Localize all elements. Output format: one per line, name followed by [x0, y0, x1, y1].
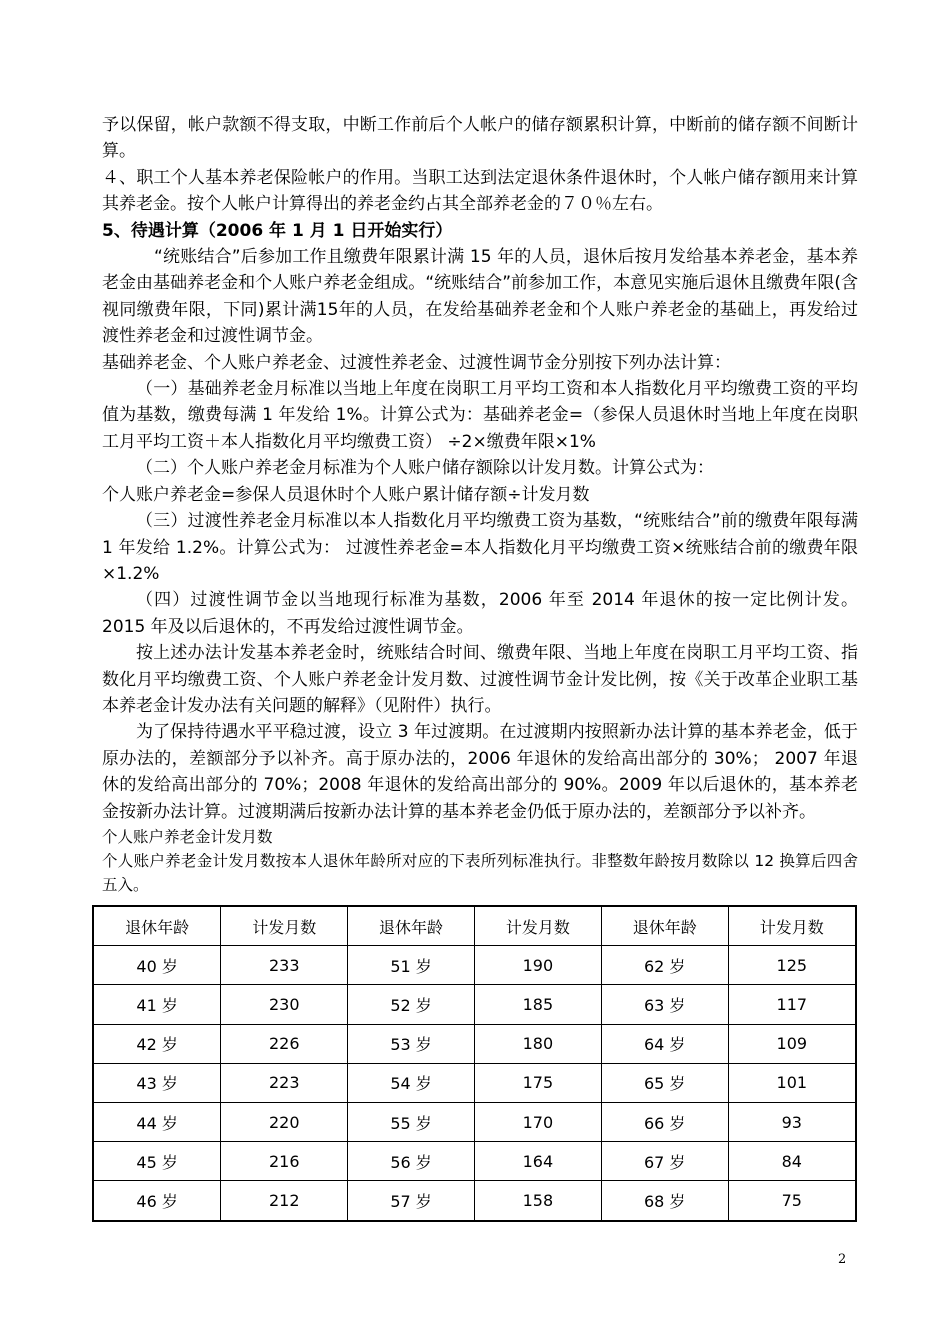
table-cell: 230 — [221, 985, 348, 1024]
table-row — [93, 1142, 856, 1181]
table-cell: 65 岁 — [601, 1063, 728, 1102]
table-cell: 53 岁 — [348, 1024, 475, 1063]
column-header-retirement-age: 退休年龄 — [93, 906, 221, 946]
table-row — [93, 1063, 856, 1102]
table-cell: 41 岁 — [93, 985, 221, 1024]
table-header-row — [93, 906, 856, 946]
table-cell: 109 — [728, 1024, 856, 1063]
table-cell: 117 — [728, 985, 856, 1024]
column-header-retirement-age: 退休年龄 — [601, 906, 728, 946]
formula-personal-account-pension: 个人账户养老金=参保人员退休时个人账户累计储存额÷计发月数 — [102, 484, 590, 505]
table-cell: 45 岁 — [93, 1142, 221, 1181]
column-header-payout-months: 计发月数 — [474, 906, 601, 946]
table-cell: 101 — [728, 1063, 856, 1102]
column-header-retirement-age: 退休年龄 — [348, 906, 475, 946]
table-cell: 158 — [474, 1181, 601, 1221]
table-cell: 64 岁 — [601, 1024, 728, 1063]
table-cell: 68 岁 — [601, 1181, 728, 1221]
paragraph-basic-pension: （一）基础养老金月标准以当地上年度在岗职工月平均工资和本人指数化月平均缴费工资的平均值为基数，缴费每满 1 年发给 1%。计算公式为：基础养老金=（参保人员退休时当地上年度在岗职工月平均工资＋本人指数化月平均缴费工资） ÷2×缴费年限×1% — [102, 379, 858, 452]
paragraph-transition-period: 为了保持待遇水平平稳过渡，设立 3 年过渡期。在过渡期内按照新办法计算的基本养老金，低于原办法的，差额部分予以补齐。高于原办法的，2006 年退休的发给高出部分的 30%； 2007 年退休的发给高出部分的 70%；2008 年退休的发给高出部分的 90%。2009 年以后退休的，基本养老金按新办法计算。过渡期满后按新办法计算的基本养老金仍低于原办法的，差额部分予以补齐。 — [102, 722, 858, 822]
table-cell: 164 — [474, 1142, 601, 1181]
table-cell: 233 — [221, 946, 348, 985]
table-cell: 226 — [221, 1024, 348, 1063]
paragraph-implementation-rules: 按上述办法计发基本养老金时，统账结合时间、缴费年限、当地上年度在岗职工月平均工资、指数化月平均缴费工资、个人账户养老金计发月数、过渡性调节金计发比例，按《关于改革企业职工基本养老金计发办法有关问题的解释》（见附件）执行。 — [102, 643, 858, 716]
paragraph-transitional-adjustment: （四）过渡性调节金以当地现行标准为基数，2006 年至 2014 年退休的按一定比例计发。2015 年及以后退休的，不再发给过渡性调节金。 — [102, 590, 858, 637]
table-cell: 42 岁 — [93, 1024, 221, 1063]
table-row — [93, 1102, 856, 1141]
table-cell: 220 — [221, 1102, 348, 1141]
column-header-payout-months: 计发月数 — [221, 906, 348, 946]
paragraph-unified-account: “统账结合”后参加工作且缴费年限累计满 15 年的人员，退休后按月发给基本养老金，基本养老金由基础养老金和个人账户养老金组成。“统账结合”前参加工作，本意见实施后退休且缴费年限(含视同缴费年限，下同)累计满15年的人员，在发给基础养老金和个人账户养老金的基础上，再发给过渡性养老金和过渡性调节金。 — [102, 247, 858, 347]
table-cell: 180 — [474, 1024, 601, 1063]
column-header-payout-months: 计发月数 — [728, 906, 856, 946]
page-number: 2 — [838, 1252, 847, 1267]
table-cell: 51 岁 — [348, 946, 475, 985]
table-cell: 40 岁 — [93, 946, 221, 985]
table-cell: 63 岁 — [601, 985, 728, 1024]
paragraph-calculation-methods-intro: 基础养老金、个人账户养老金、过渡性养老金、过渡性调节金分别按下列办法计算： — [102, 352, 731, 373]
table-cell: 43 岁 — [93, 1063, 221, 1102]
table-cell: 93 — [728, 1102, 856, 1141]
table-cell: 216 — [221, 1142, 348, 1181]
section-heading-benefit-calculation: 5、待遇计算（2006 年 1 月 1 日开始实行） — [102, 220, 453, 241]
table-cell: 185 — [474, 985, 601, 1024]
body-text — [102, 112, 858, 897]
table-cell: 56 岁 — [348, 1142, 475, 1181]
table-cell: 84 — [728, 1142, 856, 1181]
table-row — [93, 985, 856, 1024]
table-cell: 67 岁 — [601, 1142, 728, 1181]
paragraph-account-purpose: ４、职工个人基本养老保险帐户的作用。当职工达到法定退休条件退休时，个人帐户储存额用来计算其养老金。按个人帐户计算得出的养老金约占其全部养老金的７０％左右。 — [102, 167, 858, 215]
table-cell: 175 — [474, 1063, 601, 1102]
table-cell: 46 岁 — [93, 1181, 221, 1221]
table-cell: 212 — [221, 1181, 348, 1221]
paragraph-transitional-pension: （三）过渡性养老金月标准以本人指数化月平均缴费工资为基数，“统账结合”前的缴费年限每满 1 年发给 1.2%。计算公式为： 过渡性养老金=本人指数化月平均缴费工资×统账结合前的缴费年限×1.2% — [102, 511, 858, 584]
table-caption: 个人账户养老金计发月数 — [102, 827, 273, 846]
table-cell: 52 岁 — [348, 985, 475, 1024]
table-cell: 223 — [221, 1063, 348, 1102]
table-cell: 66 岁 — [601, 1102, 728, 1141]
table-cell: 170 — [474, 1102, 601, 1141]
table-description: 个人账户养老金计发月数按本人退休年龄所对应的下表所列标准执行。非整数年龄按月数除以 12 换算后四舍五入。 — [102, 851, 858, 894]
paragraph-continuation: 予以保留，帐户款额不得支取，中断工作前后个人帐户的储存额累积计算，中断前的储存额不间断计算。 — [102, 115, 858, 162]
table-cell: 55 岁 — [348, 1102, 475, 1141]
payout-months-table — [92, 905, 857, 1222]
table-cell: 125 — [728, 946, 856, 985]
table-row — [93, 1024, 856, 1063]
paragraph-personal-account-pension: （二）个人账户养老金月标准为个人账户储存额除以计发月数。计算公式为： — [136, 458, 714, 479]
table-cell: 190 — [474, 946, 601, 985]
table-cell: 62 岁 — [601, 946, 728, 985]
table-row — [93, 1181, 856, 1221]
table-cell: 75 — [728, 1181, 856, 1221]
table-cell: 44 岁 — [93, 1102, 221, 1141]
table-row — [93, 946, 856, 985]
table-cell: 54 岁 — [348, 1063, 475, 1102]
table-cell: 57 岁 — [348, 1181, 475, 1221]
